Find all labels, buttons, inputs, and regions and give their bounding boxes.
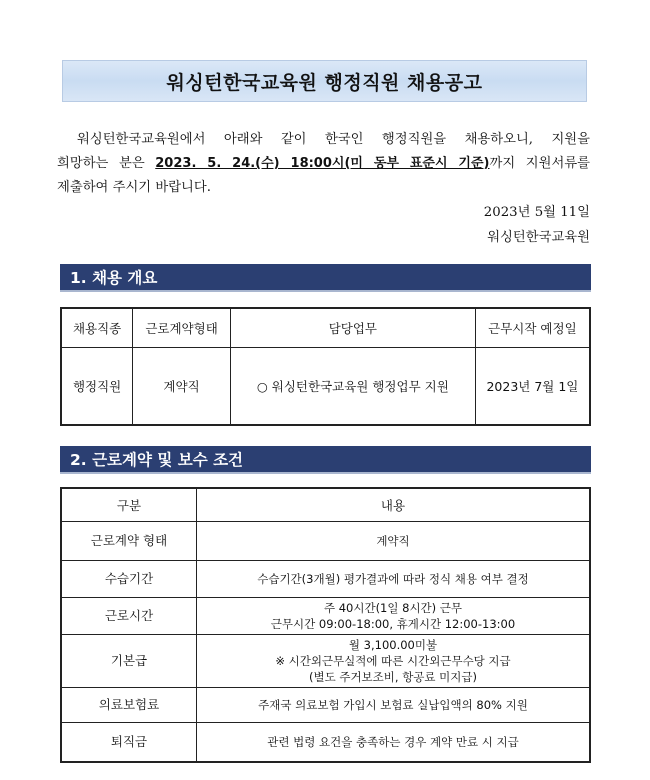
content-line: 월 3,100.00미불 [348, 638, 438, 652]
row-label: 근로시간 [61, 598, 197, 635]
content-line: ※ 시간외근무실적에 따른 시간외근무수당 지급 [275, 654, 511, 668]
header-job-type: 채용직종 [61, 308, 133, 348]
content-line: 관련 법령 요건을 충족하는 경우 계약 만료 시 지급 [267, 735, 519, 749]
section-2-heading: 2. 근로계약 및 보수 조건 [60, 446, 591, 474]
cell-duties: ○ 워싱턴한국교육원 행정업무 지원 [230, 348, 475, 426]
header-duties: 담당업무 [230, 308, 475, 348]
table-header-row [61, 488, 590, 522]
issuer-name: 워싱턴한국교육원 [487, 230, 590, 245]
content-line: (별도 주거보조비, 항공료 미지급) [308, 670, 477, 684]
row-content [197, 635, 591, 688]
table-row [61, 522, 590, 561]
table-row [61, 635, 590, 688]
cell-contract-type: 계약직 [133, 348, 231, 426]
intro-line-1: 워싱턴한국교육원에서 아래와 같이 한국인 행정직원을 채용하오니, 지원을 [77, 132, 590, 147]
row-content [197, 598, 591, 635]
row-content [197, 688, 591, 723]
cell-job-type: 행정직원 [61, 348, 133, 426]
header-start-date: 근무시작 예정일 [475, 308, 590, 348]
table-row [61, 598, 590, 635]
table-row [61, 688, 590, 723]
intro-line-2-suffix: 까지 지원서류를 [489, 156, 591, 171]
intro-line-2-prefix: 희망하는 분은 [57, 156, 156, 171]
cell-start-date: 2023년 7월 1일 [475, 348, 590, 426]
intro-paragraph [57, 128, 590, 200]
content-line: 계약직 [376, 534, 410, 548]
table-header-row [61, 308, 590, 348]
application-deadline: 2023. 5. 24.(수) 18:00시(미 동부 표준시 기준) [155, 156, 490, 171]
table-row [61, 348, 590, 426]
row-content [197, 522, 591, 561]
header-contract-type: 근로계약형태 [133, 308, 231, 348]
row-label: 퇴직금 [61, 723, 197, 763]
row-label: 근로계약 형태 [61, 522, 197, 561]
recruitment-overview-table [60, 307, 591, 426]
working-conditions-table [60, 487, 591, 763]
content-line: 주 40시간(1일 8시간) 근무 [323, 601, 463, 615]
content-line: 수습기간(3개월) 평가결과에 따라 정식 채용 여부 결정 [257, 572, 529, 586]
row-content [197, 723, 591, 763]
notice-date: 2023년 5월 11일 [483, 205, 590, 220]
page-title: 워싱턴한국교육원 행정직원 채용공고 [62, 60, 587, 102]
table-row [61, 561, 590, 598]
date-block [484, 200, 590, 250]
intro-line-2 [57, 152, 590, 176]
table-row [61, 723, 590, 763]
row-label: 기본급 [61, 635, 197, 688]
section-1-heading: 1. 채용 개요 [60, 264, 591, 292]
row-label: 수습기간 [61, 561, 197, 598]
header-content: 내용 [197, 488, 591, 522]
content-line: 근무시간 09:00-18:00, 휴게시간 12:00-13:00 [270, 617, 516, 631]
row-label: 의료보험료 [61, 688, 197, 723]
row-content [197, 561, 591, 598]
intro-line-3: 제출하여 주시기 바랍니다. [57, 180, 211, 195]
header-category: 구분 [61, 488, 197, 522]
content-line: 주재국 의료보험 가입시 보험료 실납입액의 80% 지원 [258, 698, 528, 712]
